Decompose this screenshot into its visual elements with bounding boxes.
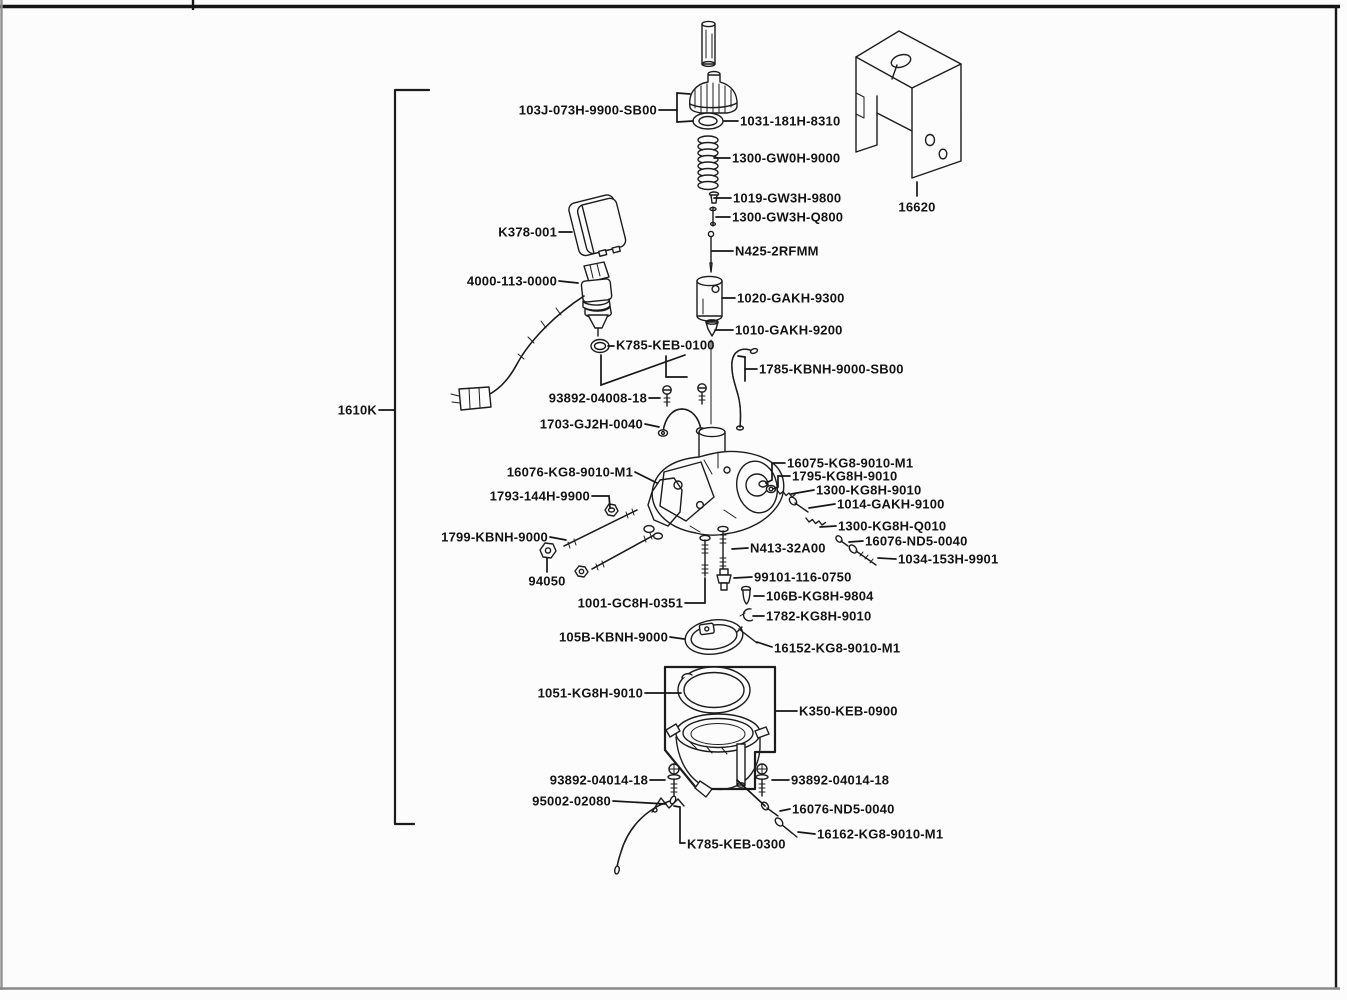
part-label: 16620 [898, 199, 936, 215]
leader-line [738, 356, 745, 357]
cap-seal-ring-drawing [693, 113, 723, 129]
auto-choke-drawing [581, 262, 612, 336]
leader-line [674, 806, 680, 843]
part-label: K378-001 [498, 224, 557, 240]
leader-line [635, 472, 657, 483]
part-label: 1019-GW3H-9800 [733, 190, 842, 206]
needle-clip-pin-drawing [710, 207, 716, 226]
leader-line [820, 526, 836, 527]
leader-line [757, 642, 772, 647]
leader-line [685, 578, 705, 603]
part-label: N425-2RFMM [735, 243, 819, 259]
part-label: 16076-KG8-9010-M1 [506, 464, 633, 480]
mount-bracket-drawing [856, 31, 961, 178]
part-label: 1300-KG8H-9010 [816, 482, 922, 498]
leader-line [677, 121, 693, 122]
throttle-slide-drawing [697, 276, 722, 321]
choke-cable-drawing [488, 296, 584, 395]
needle-valve-drawing [706, 320, 718, 336]
small-oring-drawing [591, 340, 609, 353]
jet-clip-drawing [740, 609, 753, 621]
throttle-spring-drawing [698, 136, 718, 190]
needle-jet-drawing [742, 586, 751, 604]
leader-line [677, 93, 690, 94]
part-label: K785-KEB-0100 [616, 337, 715, 353]
leader-line [559, 281, 578, 283]
part-label: K785-KEB-0300 [687, 836, 786, 852]
part-label: N413-32A00 [750, 540, 826, 556]
part-label: 1010-GAKH-9200 [735, 322, 843, 338]
bowl-screw-right-drawing [756, 764, 768, 796]
part-label: 103J-073H-9900-SB00 [518, 102, 657, 118]
leader-line [878, 558, 896, 559]
part-label: 16162-KG8-9010-M1 [817, 826, 944, 842]
part-label: 95002-02080 [532, 793, 611, 809]
part-label: 1051-KG8H-9010 [537, 685, 643, 701]
bowl-gasket-drawing [678, 667, 750, 713]
part-label: 1703-GJ2H-0040 [539, 416, 643, 432]
part-label: 93892-04014-18 [549, 772, 648, 788]
cable-connector-drawing [451, 387, 491, 410]
part-label: 1793-144H-9900 [489, 488, 590, 504]
part-label: 1799-KBNH-9000 [441, 529, 548, 545]
drain-screw-small-drawing [774, 817, 797, 837]
part-label: 93892-04014-18 [791, 772, 890, 788]
leader-line [732, 548, 748, 549]
part-label: 105B-KBNH-9000 [558, 629, 668, 645]
part-label: 93892-04008-18 [548, 390, 647, 406]
studs-drawing [564, 509, 662, 570]
part-label: 1300-KG8H-Q010 [838, 518, 947, 534]
group-line [601, 355, 685, 385]
main-jet-drawing [717, 569, 731, 590]
leader-line [670, 637, 684, 639]
part-label: 16076-ND5-0040 [865, 533, 968, 549]
leader-line [809, 504, 835, 508]
leader-line [798, 832, 815, 834]
part-label: 94050 [528, 573, 566, 589]
part-label: 1020-GAKH-9300 [737, 290, 845, 306]
carb-top-cap-drawing [690, 72, 737, 114]
leader-line [550, 537, 566, 540]
part-label: 1785-KBNH-9000-SB00 [759, 361, 904, 377]
leader-line [645, 424, 659, 427]
part-label: 1300-GW0H-9000 [732, 150, 841, 166]
part-label: 1782-KG8H-9010 [766, 608, 872, 624]
bowl-screw-left-drawing [668, 764, 680, 796]
part-label: 16076-ND5-0040 [792, 801, 895, 817]
part-label: 1001-GC8H-0351 [577, 595, 683, 611]
float-drawing [683, 616, 745, 658]
part-label: 1034-153H-9901 [898, 551, 999, 567]
group-line [666, 356, 687, 377]
part-label: 1795-KG8H-9010 [792, 468, 898, 484]
cdi-unit-drawing [567, 193, 628, 261]
part-label: 106B-KG8H-9804 [766, 588, 874, 604]
part-label: 1014-GAKH-9100 [837, 496, 945, 512]
nut-1793-drawing [605, 504, 618, 516]
part-label: 1300-GW3H-Q800 [732, 209, 844, 225]
top-screws-drawing [663, 384, 706, 406]
leader-line [849, 541, 863, 542]
drain-tube-drawing [614, 795, 677, 874]
part-label: K350-KEB-0900 [799, 703, 898, 719]
part-label: 99101-116-0750 [754, 569, 852, 585]
cable-adjuster-drawing [702, 21, 715, 66]
float-bowl-drawing [666, 714, 769, 797]
part-label: 16152-KG8-9010-M1 [774, 640, 901, 656]
group-bracket-1610k [395, 90, 429, 824]
part-label: 1031-181H-8310 [740, 113, 841, 129]
part-label: 1610K [337, 402, 377, 418]
part-label: 16075-KG8-9010-M1 [787, 455, 914, 471]
drain-screw-long-drawing [700, 535, 710, 576]
leader-line [734, 577, 752, 578]
leader-line [791, 490, 814, 494]
leader-line [780, 809, 790, 811]
part-label: 4000-113-0000 [466, 273, 557, 289]
